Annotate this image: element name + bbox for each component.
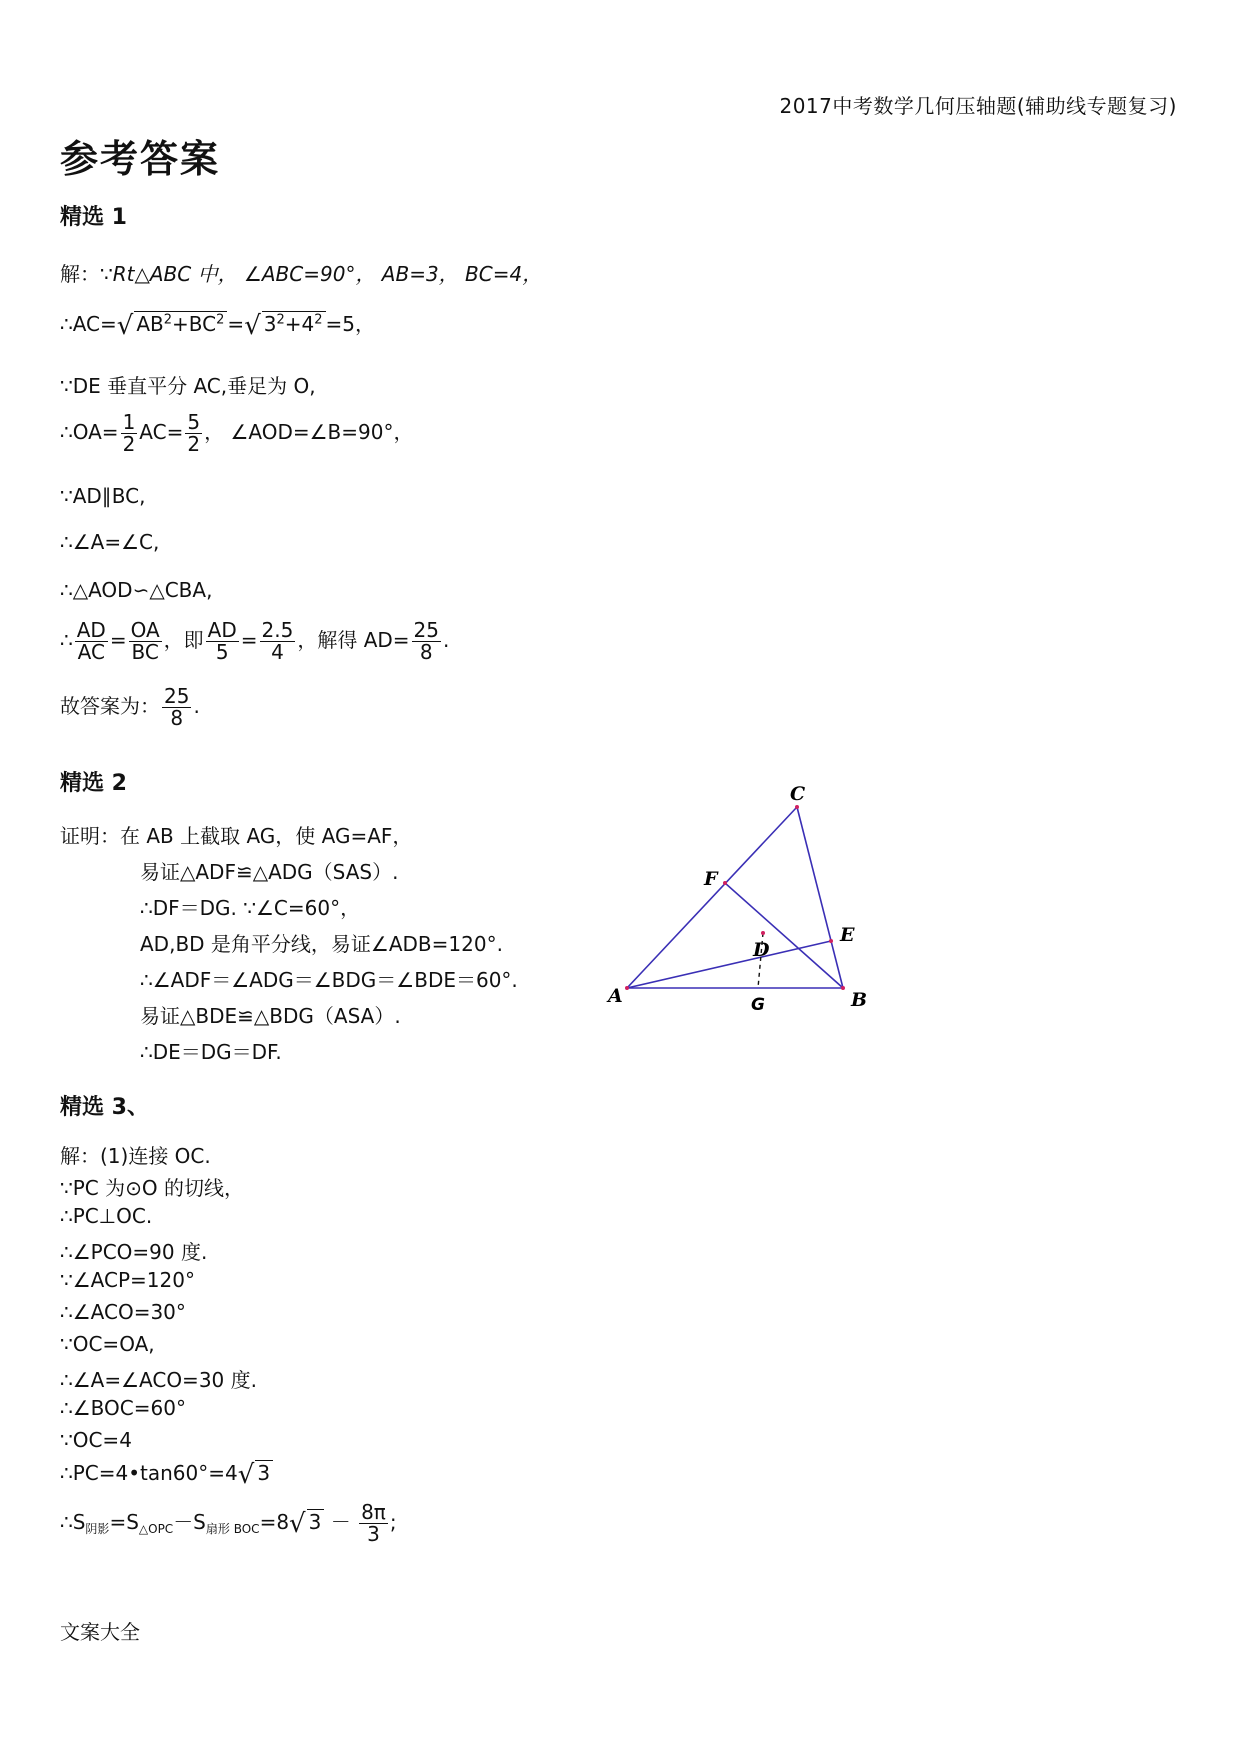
s1-line-3: ∵DE 垂直平分 AC,垂足为 O, — [60, 374, 316, 398]
s2-line-2: 易证△ADF≌△ADG（SAS）. — [140, 860, 399, 884]
label-g: G — [751, 995, 765, 1015]
s3-line-5: ∵∠ACP=120° — [60, 1268, 195, 1292]
s3-line-2: ∵PC 为⊙O 的切线， — [60, 1176, 244, 1200]
s3-line-pc: ∴PC=4•tan60°=4√ 3 — [60, 1460, 273, 1490]
s2-line-1: 证明：在 AB 上截取 AG，使 AG=AF， — [60, 824, 413, 848]
s1-line-1: 解：∵Rt△ABC 中， ∠ABC=90°， AB=3， BC=4， — [60, 262, 543, 286]
s1-line-5: ∵AD∥BC, — [60, 484, 146, 508]
s3-line-1: 解：(1)连接 OC. — [60, 1144, 211, 1168]
label-f: F — [704, 868, 718, 890]
s2-line-7: ∴DE＝DG＝DF. — [140, 1040, 282, 1064]
s2-line-5: ∴∠ADF＝∠ADG＝∠BDG＝∠BDE＝60°. — [140, 968, 518, 992]
s3-line-8: ∴∠A=∠ACO=30 度. — [60, 1368, 257, 1392]
side-cb — [797, 807, 843, 988]
label-a: A — [608, 985, 623, 1007]
point-b — [841, 986, 845, 990]
s3-line-4: ∴∠PCO=90 度. — [60, 1240, 208, 1264]
point-d — [761, 931, 765, 935]
segment-bf — [725, 883, 843, 988]
s3-line-7: ∵OC=OA, — [60, 1332, 155, 1356]
s3-line-10: ∵OC=4 — [60, 1428, 132, 1452]
label-d: D — [753, 939, 770, 961]
s3-line-6: ∴∠ACO=30° — [60, 1300, 186, 1324]
segment-ae — [627, 941, 831, 988]
s1-line-7: ∴△AOD∽△CBA, — [60, 578, 213, 602]
triangle-figure — [600, 780, 890, 1030]
point-f — [723, 881, 727, 885]
s1-line-6: ∴∠A=∠C, — [60, 530, 160, 554]
section-3-heading: 精选 3、 — [60, 1095, 149, 1120]
s1-line-9: 故答案为： $\frac{25}{8}$ . — [60, 684, 200, 730]
s2-line-4: AD,BD 是角平分线，易证∠ADB=120°. — [140, 932, 503, 956]
section-1-heading: 精选 1 — [60, 205, 127, 230]
s3-line-3: ∴PC⊥OC. — [60, 1204, 153, 1228]
point-c — [795, 805, 799, 809]
point-e — [829, 939, 833, 943]
s2-line-6: 易证△BDE≌△BDG（ASA）. — [140, 1004, 401, 1028]
s3-line-9: ∴∠BOC=60° — [60, 1396, 186, 1420]
s3-line-area: $\therefore S_{阴影}=S_{\triangle OPC}-S_{扇形 BOC}=8√$ 3 － $\frac{8\pi}{3}$ ; — [60, 1500, 397, 1546]
page-header: 2017中考数学几何压轴题(辅助线专题复习) — [779, 94, 1177, 118]
label-c: C — [790, 783, 806, 805]
page-title: 参考答案 — [60, 136, 221, 181]
section-2-heading: 精选 2 — [60, 771, 127, 796]
s1-line-2: ∴AC=√ $AB^2+BC^2$ =√ $3^2+4^2 =5$， — [60, 311, 376, 341]
side-ac — [627, 807, 797, 988]
s1-line-4: ∴OA= $\frac{1}{2}$ AC= $\frac{5}{2}$ ， ∠AOD=∠B=90°， — [60, 410, 414, 456]
s2-line-3: ∴DF＝DG. ∵∠C=60°， — [140, 896, 361, 920]
point-a — [625, 986, 629, 990]
label-b: B — [851, 989, 868, 1011]
label-e: E — [840, 924, 855, 946]
page-footer: 文案大全 — [60, 1620, 140, 1644]
s1-line-8: ∴ $\frac{AD}{AC}$ = $\frac{OA}{BC}$ ，即 $\frac{AD}{5}$ = $\frac{2.5}{4}$ ，解得 AD= $\frac{25}{8}$ . — [60, 618, 450, 664]
